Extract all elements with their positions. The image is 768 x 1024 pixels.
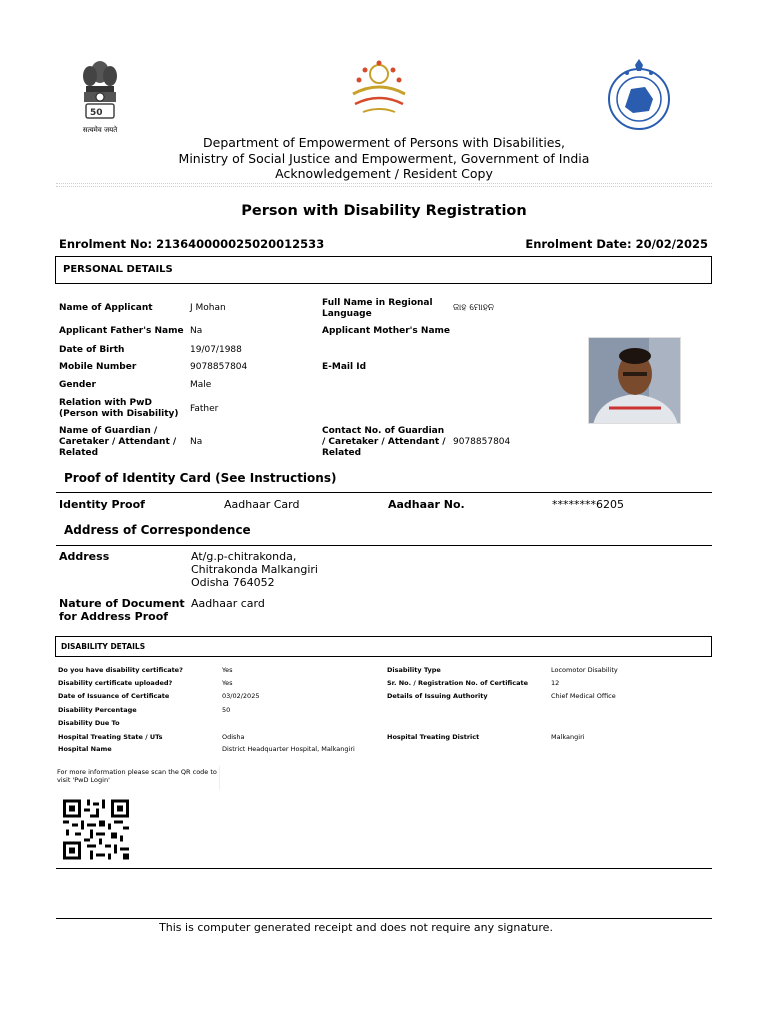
address-line-1: At/g.p-chitrakonda, <box>191 550 297 563</box>
issue-date-label: Date of Issuance of Certificate <box>58 692 170 700</box>
address-doc-label: Nature of Document for Address Proof <box>59 597 185 623</box>
header-department: Department of Empowerment of Persons with Disabilities, <box>203 135 565 150</box>
father-name-value: Na <box>190 326 203 336</box>
authority-label: Details of Issuing Authority <box>387 692 488 700</box>
mother-name-label: Applicant Mother's Name <box>322 326 450 336</box>
hospital-value: District Headquarter Hospital, Malkangiri <box>222 745 355 753</box>
dob-value: 19/07/1988 <box>190 345 242 355</box>
personal-details-title: PERSONAL DETAILS <box>63 264 173 275</box>
odisha-seal-logo <box>605 59 673 134</box>
disability-details-header <box>55 636 712 657</box>
footer-note: This is computer generated receipt and does not require any signature. <box>159 921 553 934</box>
name-label: Name of Applicant <box>59 303 153 313</box>
email-label: E-Mail Id <box>322 362 367 372</box>
regional-name-value: ଜାହ ମୋହନ <box>453 303 495 313</box>
qr-note-divider <box>219 766 220 790</box>
national-emblem-logo <box>78 58 122 134</box>
relation-value: Father <box>190 404 219 414</box>
qr-note: For more information please scan the QR code to visit 'PwD Login' <box>57 768 217 784</box>
mobile-value: 9078857804 <box>190 362 248 372</box>
qr-code[interactable] <box>63 799 129 860</box>
uploaded-value: Yes <box>222 679 233 687</box>
disability-bottom-rule <box>56 868 712 869</box>
personal-details-header <box>55 256 712 284</box>
gender-label: Gender <box>59 380 96 390</box>
identity-rule <box>56 492 712 493</box>
issue-date-value: 03/02/2025 <box>222 692 260 700</box>
father-name-label: Applicant Father's Name <box>59 326 184 336</box>
address-doc-value: Aadhaar card <box>191 597 265 610</box>
state-label: Hospital Treating State / UTs <box>58 733 163 741</box>
address-rule <box>56 545 712 546</box>
address-line-3: Odisha 764052 <box>191 576 275 589</box>
applicant-photo <box>588 337 681 424</box>
mobile-label: Mobile Number <box>59 362 137 372</box>
identity-proof-label: Identity Proof <box>59 498 145 511</box>
footer-rule <box>56 918 712 919</box>
guardian-contact-value: 9078857804 <box>453 437 511 447</box>
guardian-label: Name of Guardian / Caretaker / Attendant / Related <box>59 426 177 458</box>
district-value: Malkangiri <box>551 733 585 741</box>
address-line-2: Chitrakonda Malkangiri <box>191 563 318 576</box>
celebration-logo <box>345 60 413 118</box>
aadhaar-label: Aadhaar No. <box>388 498 465 511</box>
authority-value: Chief Medical Office <box>551 692 616 700</box>
dob-label: Date of Birth <box>59 345 125 355</box>
header-ministry: Ministry of Social Justice and Empowerment, Government of India <box>178 151 590 166</box>
svg-text:50: 50 <box>90 108 103 118</box>
srno-label: Sr. No. / Registration No. of Certificate <box>387 679 529 687</box>
regional-name-label: Full Name in Regional Language <box>322 298 433 319</box>
gender-value: Male <box>190 380 212 390</box>
emblem-motto: सत्यमेव जयते <box>82 126 118 134</box>
header-divider <box>56 183 712 184</box>
identity-proof-value: Aadhaar Card <box>224 498 300 511</box>
percent-label: Disability Percentage <box>58 706 137 714</box>
address-label: Address <box>59 550 110 563</box>
name-value: J Mohan <box>190 303 226 313</box>
uploaded-label: Disability certificate uploaded? <box>58 679 173 687</box>
guardian-contact-label: Contact No. of Guardian / Caretaker / Attendant / Related <box>322 426 446 458</box>
cert-value: Yes <box>222 666 233 674</box>
due-to-label: Disability Due To <box>58 719 120 727</box>
state-value: Odisha <box>222 733 245 741</box>
relation-label: Relation with PwD (Person with Disability) <box>59 398 179 419</box>
srno-value: 12 <box>551 679 560 687</box>
guardian-value: Na <box>190 437 203 447</box>
enrolment-date: Enrolment Date: 20/02/2025 <box>525 237 708 251</box>
hospital-label: Hospital Name <box>58 745 112 753</box>
header-copy-type: Acknowledgement / Resident Copy <box>275 166 493 181</box>
type-label: Disability Type <box>387 666 441 674</box>
disability-details-title: DISABILITY DETAILS <box>61 642 146 651</box>
identity-section-title: Proof of Identity Card (See Instructions) <box>64 471 337 485</box>
header-divider-2 <box>56 186 712 187</box>
enrolment-number: Enrolment No: 213640000025020012533 <box>59 237 325 251</box>
district-label: Hospital Treating District <box>387 733 480 741</box>
address-section-title: Address of Correspondence <box>64 523 251 537</box>
page-title: Person with Disability Registration <box>241 203 527 219</box>
type-value: Locomotor Disability <box>551 666 618 674</box>
aadhaar-value: ********6205 <box>552 498 624 511</box>
cert-label: Do you have disability certificate? <box>58 666 183 674</box>
percent-value: 50 <box>222 706 231 714</box>
